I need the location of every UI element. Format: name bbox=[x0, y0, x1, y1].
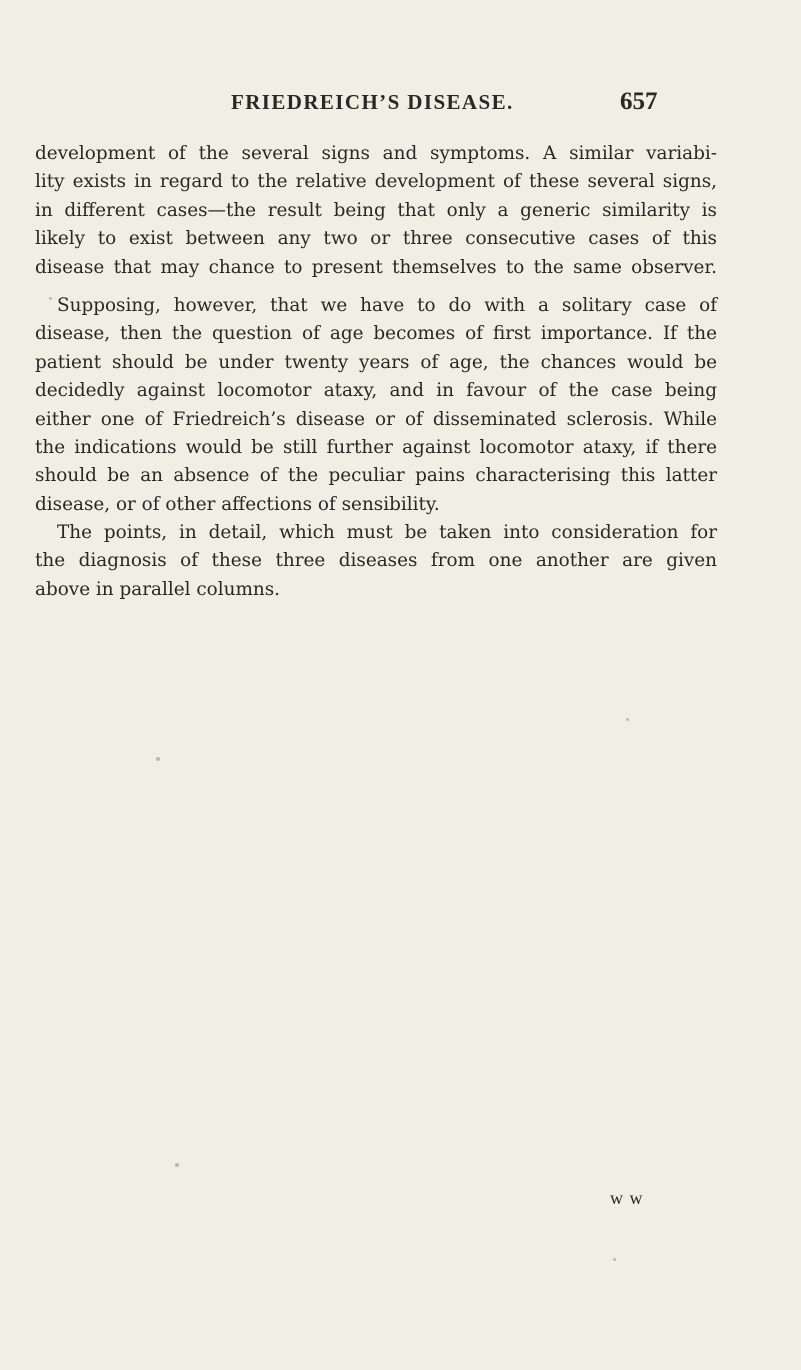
paper-speck bbox=[613, 1258, 616, 1261]
body-text bbox=[35, 140, 717, 604]
text-line: above in parallel columns. bbox=[35, 578, 281, 600]
text-line: disease that may chance to present themselves to the same observer. bbox=[35, 256, 717, 278]
text-line: likely to exist between any two or three consecutive cases of this bbox=[35, 228, 717, 250]
paper-speck bbox=[626, 718, 629, 721]
text-line: in different cases—the result being that only a generic similarity is bbox=[35, 199, 717, 221]
text-line: should be an absence of the peculiar pains characterising this latter bbox=[35, 465, 717, 487]
running-title: FRIEDREICH’S DISEASE. bbox=[231, 90, 514, 114]
paragraph-3 bbox=[35, 519, 717, 604]
paper-speck bbox=[175, 1163, 179, 1167]
text-line: the diagnosis of these three diseases from one another are given bbox=[35, 550, 717, 572]
text-line: The points, in detail, which must be taken into consideration for bbox=[57, 522, 717, 544]
paragraph-1 bbox=[35, 140, 717, 282]
signature-mark: w w bbox=[610, 1188, 644, 1208]
page-header bbox=[0, 88, 801, 118]
text-line: either one of Friedreich’s disease or of disseminated sclerosis. While bbox=[35, 408, 717, 430]
paragraph-2 bbox=[35, 292, 717, 519]
text-line: decidedly against locomotor ataxy, and in favour of the case being bbox=[35, 380, 717, 402]
text-line: disease, or of other affections of sensibility. bbox=[35, 493, 440, 515]
text-line: patient should be under twenty years of age, the chances would be bbox=[35, 351, 717, 373]
text-line: development of the several signs and symptoms. A similar variabi- bbox=[35, 143, 717, 164]
page-number: 657 bbox=[620, 88, 658, 115]
paragraph-gap bbox=[35, 282, 717, 292]
text-line: lity exists in regard to the relative development of these several signs, bbox=[35, 171, 717, 193]
text-line: disease, then the question of age becomes of first importance. If the bbox=[35, 323, 717, 345]
text-line: the indications would be still further against locomotor ataxy, if there bbox=[35, 436, 717, 458]
text-line: Supposing, however, that we have to do with a solitary case of bbox=[57, 294, 717, 316]
paper-speck bbox=[49, 297, 52, 300]
paper-speck bbox=[156, 757, 160, 761]
